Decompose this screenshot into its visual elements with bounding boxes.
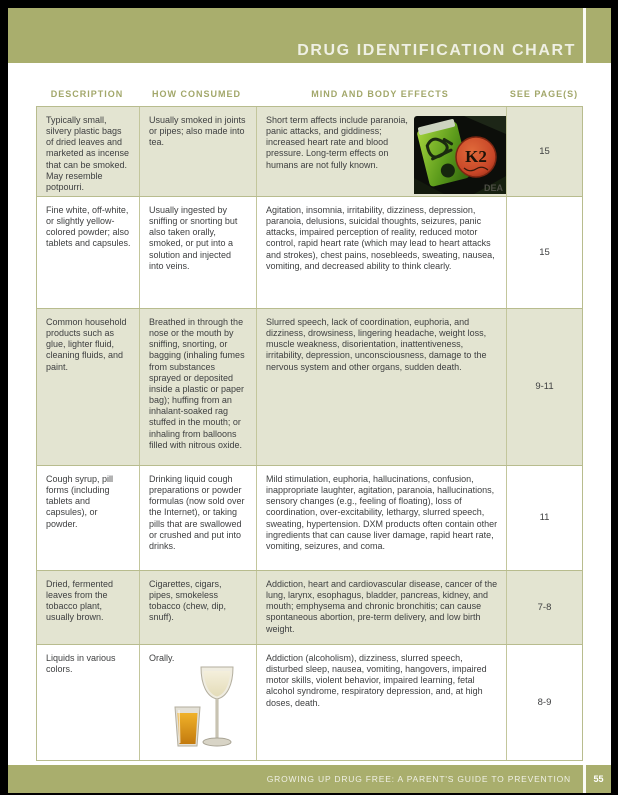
consumed-cell: Usually ingested by sniffing or snorting but also taken orally, smoked, or put into a solution and injected into veins. [139, 197, 256, 308]
header-divider-line [583, 8, 586, 63]
effects-cell: Addiction (alcoholism), dizziness, slurred speech, disturbed sleep, nausea, vomiting, hangovers, impaired motor skills, violent behavior, impaired learning, fetal alcohol syndrome, respiratory depression, and, at high doses, death. [256, 645, 506, 760]
description-cell: Typically small, silvery plastic bags of dried leaves and marketed as incense that can be smoked. May resemble potpourri. [46, 115, 130, 192]
effects-text: Short term affects include paranoia, panic attacks, and giddiness; increased heart rate and blood pressure. Long-term effects on humans are not fully known. [266, 115, 408, 170]
description-cell: Fine white, off-white, or slightly yellow-colored powder; also tablets and capsules. [46, 205, 131, 249]
consumed-text: Orally. [149, 653, 175, 663]
pages-cell: 15 [506, 197, 582, 308]
effects-cell: Agitation, insomnia, irritability, dizziness, depression, paranoia, delusions, suicidal thoughts, seizures, panic attacks, impaired perception of reality, reduced motor control, rapid heart rate (which may lead to heart attacks and strokes), chest pains, nosebleeds, sweating, nausea, vomiting, and decreased ability to think clearly. [256, 197, 506, 308]
column-header-effects: MIND AND BODY EFFECTS [311, 89, 449, 99]
pages-cell: 15 [506, 107, 582, 196]
effects-cell: Slurred speech, lack of coordination, euphoria, and dizziness, drowsiness, lingering headache, weight loss, muscle weakness, disorientation, inattentiveness, irritability, depression, unconsciousness, damage to the nervous system and other organs, sudden death. [256, 309, 506, 465]
k2-packet-photo [414, 116, 506, 194]
drug-identification-table [36, 106, 583, 761]
footer-page-number: 55 [593, 774, 604, 784]
pages-cell: 7-8 [506, 571, 582, 644]
consumed-cell [139, 645, 256, 760]
effects-cell [256, 107, 506, 196]
table-row [37, 308, 582, 465]
pages-cell: 9-11 [506, 309, 582, 465]
description-cell: Dried, fermented leaves from the tobacco plant, usually brown. [46, 579, 114, 623]
footer-band [8, 765, 611, 793]
footer-title: GROWING UP DRUG FREE: A PARENT'S GUIDE TO PREVENTION [266, 774, 571, 784]
table-row [37, 107, 582, 196]
shot-glass [175, 707, 200, 746]
column-header-description: DESCRIPTION [50, 89, 124, 99]
header-band [8, 8, 611, 63]
table-row [37, 570, 582, 644]
consumed-cell: Breathed in through the nose or the mouth by sniffing, snorting, or bagging (inhaling fumes from substances sprayed or deposited inside a plastic or paper bag); huffing from an inhalant-soaked rag stuffed in the mouth; or inhaling from balloons filled with nitrous oxide. [139, 309, 256, 465]
page-title: DRUG IDENTIFICATION CHART [297, 42, 576, 59]
alcohol-glasses-photo [171, 666, 248, 755]
effects-cell: Addiction, heart and cardiovascular disease, cancer of the lung, larynx, esophagus, bladder, pancreas, kidney, and mouth; emphysema and chronic bronchitis; can cause spontaneous abortion, pre-term delivery, and low birth weight. [256, 571, 506, 644]
pages-cell: 8-9 [506, 645, 582, 760]
table-column-headers [36, 89, 583, 99]
table-row [37, 465, 582, 570]
table-row [37, 644, 582, 760]
dea-watermark: DEA [483, 183, 503, 193]
description-cell: Cough syrup, pill forms (including tablets and capsules), or powder. [46, 474, 114, 529]
consumed-cell: Drinking liquid cough preparations or powder formulas (now sold over the Internet), or taking pills that are swallowed or crushed and put into drinks. [139, 466, 256, 570]
description-cell: Liquids in various colors. [46, 653, 116, 675]
column-header-see-pages: SEE PAGE(S) [509, 89, 579, 99]
effects-cell: Mild stimulation, euphoria, hallucinations, confusion, inappropriate laughter, agitation, paranoia, hallucinations, sensory changes (e.g., feeling of floating), loss of coordination, over-excitability, lethargy, slurred speech, sweating, hypertension. DXM products often contain other ingredients that can cause liver damage, rapid heart rate, vomiting, seizures, and coma. [256, 466, 506, 570]
table-row [37, 196, 582, 308]
consumed-cell: Cigarettes, cigars, pipes, smokeless tobacco (chew, dip, snuff). [139, 571, 256, 644]
column-header-how-consumed: HOW CONSUMED [152, 89, 241, 99]
consumed-cell: Usually smoked in joints or pipes; also made into tea. [139, 107, 256, 196]
k2-label: K2 [465, 147, 487, 166]
pages-cell: 11 [506, 466, 582, 570]
wine-glass [201, 667, 233, 746]
document-page [8, 8, 611, 793]
description-cell: Common household products such as glue, lighter fluid, cleaning fluids, and paint. [46, 317, 127, 372]
